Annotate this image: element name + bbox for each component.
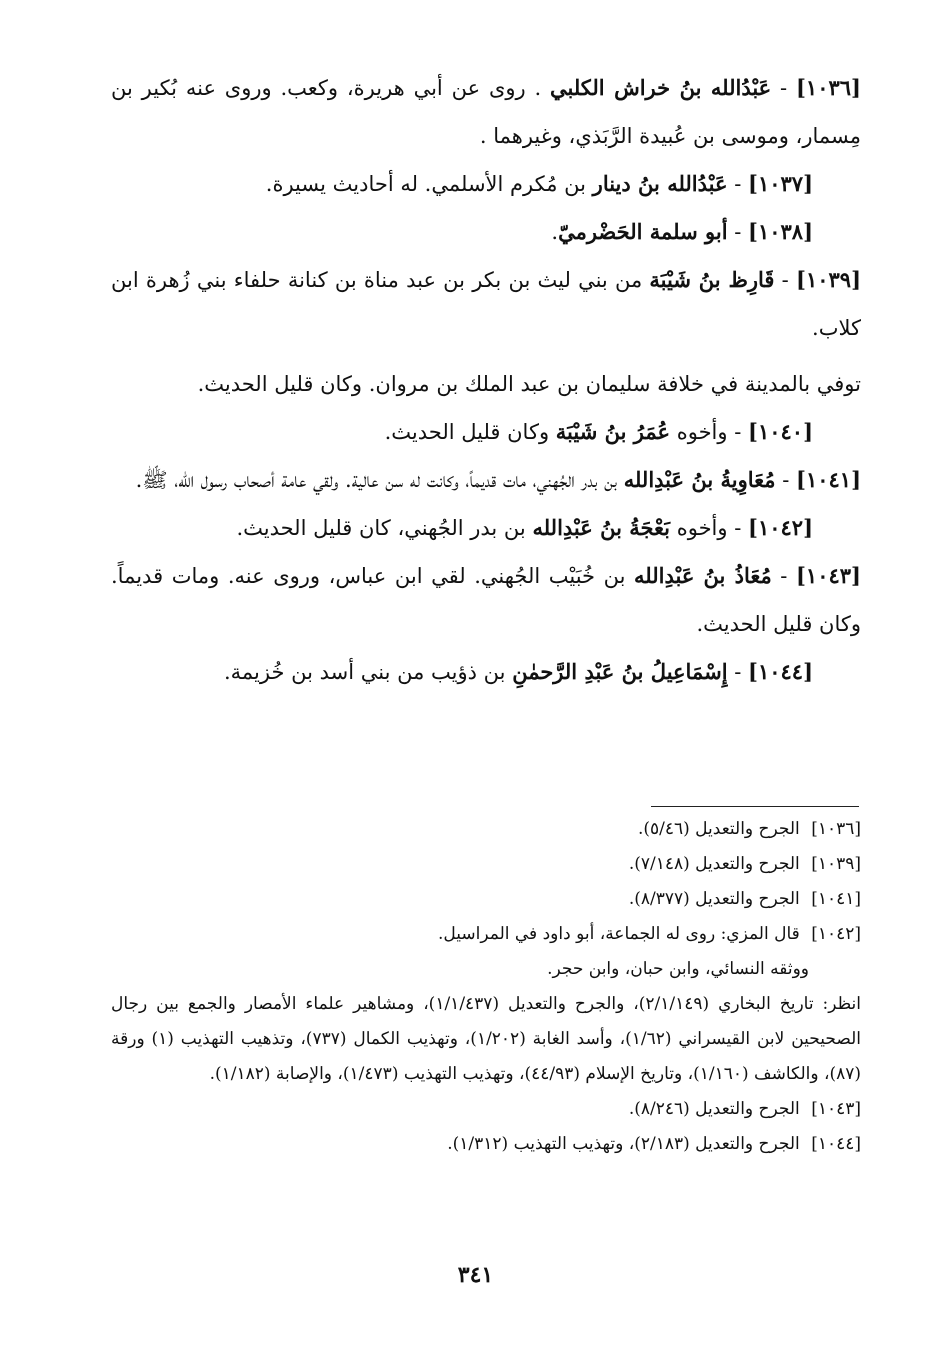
entry-text: . bbox=[551, 220, 559, 244]
entry-prefix: وأخوه bbox=[676, 420, 728, 444]
footnote-1044 bbox=[111, 1127, 861, 1162]
footnotes bbox=[111, 812, 861, 1162]
footnote-number: [١٠٣٩] bbox=[811, 854, 861, 874]
entry-name: عَبْدُالله بنُ دينار bbox=[592, 171, 728, 196]
footnote-text: الجرح والتعديل (٥/٤٦). bbox=[637, 819, 800, 839]
entry-name: بَعْجَةُ بنُ عَبْدِالله bbox=[532, 515, 671, 540]
entry-1037: [١٠٣٧] - عَبْدُالله بنُ دينار بن مُكرم الأسلمي. له أحاديث يسيرة. bbox=[265, 171, 813, 196]
footnote-1039 bbox=[111, 847, 861, 882]
footnote-number: [١٠٤٤] bbox=[811, 1134, 861, 1154]
entry-name: قَارِظ بنُ شَيْبَة bbox=[649, 267, 775, 292]
footnote-1042-continued bbox=[111, 952, 861, 987]
entry-name: مُعَاوِيةُ بنُ عَبْدِالله bbox=[623, 467, 776, 492]
entry-1038: [١٠٣٨] - أبو سلمة الحَضْرميّ. bbox=[551, 219, 813, 244]
entry-number: [١٠٤٢] bbox=[748, 515, 813, 540]
entry-1043: [١٠٤٣] - مُعَاذُ بنُ عَبْدِالله بن خُبَيْب الجُهني. لقي ابن عباس، وروى عنه. ومات قديماً. وكان قليل الحديث. bbox=[111, 563, 861, 636]
footnote-1043 bbox=[111, 1092, 861, 1127]
entry-text: بن بدر الجُهني، مات قديماً، وكانت له سن عالية. ولقي عامة أصحاب رسول الله، ﷺ. bbox=[135, 468, 618, 492]
entry-1044: [١٠٤٤] - إِسْمَاعِيلُ بنُ عَبْدِ الرَّحمٰنِ بن ذؤيب من بني أسد بن خُزيمة. bbox=[223, 659, 813, 684]
entry-number: [١٠٣٧] bbox=[748, 171, 813, 196]
entry-number: [١٠٣٩] bbox=[796, 267, 861, 292]
entry-1039: [١٠٣٩] - قَارِظ بنُ شَيْبَة من بني ليث بن بكر بن عبد مناة بن كنانة حلفاء بني زُهرة ابن كلاب. bbox=[111, 267, 861, 340]
entry-text: بن ذؤيب من بني أسد بن خُزيمة. bbox=[223, 660, 506, 684]
entry-1039-note-death bbox=[111, 360, 861, 408]
entry-number: [١٠٤١] bbox=[796, 467, 861, 492]
footnote-separator bbox=[651, 806, 859, 807]
entry-text: توفي بالمدينة في خلافة سليمان بن عبد الملك بن مروان. وكان قليل الحديث. bbox=[197, 372, 861, 396]
entry-1036: [١٠٣٦] - عَبْدُالله بنُ خراش الكلبي . روى عن أبي هريرة، وكعب. وروى عنه بُكير بن مِسمار، وموسى بن عُبيدة الرَّبَذي، وغيرهما . bbox=[111, 75, 861, 148]
footnote-text: الجرح والتعديل (٧/١٤٨). bbox=[628, 854, 800, 874]
footnote-text: ووثقه النسائي، وابن حبان، وابن حجر. bbox=[547, 959, 809, 979]
entry-prefix: وأخوه bbox=[676, 516, 728, 540]
footnote-number: [١٠٤٣] bbox=[811, 1099, 861, 1119]
footnote-1042 bbox=[111, 917, 861, 952]
entry-number: [١٠٣٦] bbox=[795, 75, 861, 100]
entry-text: بن خُبَيْب الجُهني. لقي ابن عباس، وروى عنه. ومات قديماً. وكان قليل الحديث. bbox=[111, 564, 861, 636]
footnote-1041 bbox=[111, 882, 861, 917]
entry-text: بن مُكرم الأسلمي. له أحاديث يسيرة. bbox=[265, 172, 586, 196]
entry-text: بن بدر الجُهني، كان قليل الحديث. bbox=[236, 516, 526, 540]
entry-number: [١٠٤٣] bbox=[795, 563, 861, 588]
entry-1040: [١٠٤٠] - وأخوه عُمَرُ بنُ شَيْبَة وكان قليل الحديث. bbox=[384, 419, 813, 444]
entry-text: من بني ليث بن بكر بن عبد مناة بن كنانة حلفاء بني زُهرة ابن كلاب. bbox=[111, 268, 861, 340]
footnote-text: الجرح والتعديل (٨/٢٤٦). bbox=[628, 1099, 800, 1119]
entry-number: [١٠٣٨] bbox=[748, 219, 813, 244]
footnote-text: انظر: تاريخ البخاري (٢/١/١٤٩)، والجرح والتعديل (١/١/٤٣٧)، ومشاهير علماء الأمصار والجمع بين رجال الصحيحين لابن القيسراني (١/٦٢)، وأسد الغابة (١/٢٠٢)، وتهذيب الكمال (٧٣٧)، وتذهيب التهذيب (١) ورقة (٨٧)، والكاشف (١/١٦٠)، وتاريخ الإسلام (٤٤/٩٣)، وتهذيب التهذيب (١/٤٧٣)، والإصابة (١/١٨٢). bbox=[111, 994, 862, 1084]
entry-name: أبو سلمة الحَضْرميّ bbox=[558, 219, 728, 244]
footnote-number: [١٠٤٢] bbox=[811, 924, 861, 944]
footnote-text: قال المزي: روى له الجماعة، أبو داود في المراسيل. bbox=[438, 924, 800, 944]
footnote-text: الجرح والتعديل (٨/٣٧٧). bbox=[628, 889, 800, 909]
footnote-1042-references bbox=[111, 987, 861, 1092]
entry-text: . روى عن أبي هريرة، وكعب. وروى عنه بُكير بن مِسمار، وموسى بن عُبيدة الرَّبَذي، وغيرهما . bbox=[111, 76, 861, 148]
main-text bbox=[111, 64, 861, 696]
page-number: ٣٤١ bbox=[457, 1262, 494, 1288]
entry-name: مُعَاذُ بنُ عَبْدِالله bbox=[634, 563, 772, 588]
footnote-text: الجرح والتعديل (٢/١٨٣)، وتهذيب التهذيب (١/٣١٢). bbox=[447, 1134, 800, 1154]
footnote-number: [١٠٤١] bbox=[811, 889, 861, 909]
entry-1041: [١٠٤١] - مُعَاوِيةُ بنُ عَبْدِالله بن بدر الجُهني، مات قديماً، وكانت له سن عالية. ولقي عامة أصحاب رسول الله، ﷺ. bbox=[135, 467, 861, 492]
entry-number: [١٠٤٤] bbox=[748, 659, 813, 684]
footnote-1036 bbox=[111, 812, 861, 847]
entry-name: عَبْدُالله بنُ خراش الكلبي bbox=[550, 75, 772, 100]
entry-1042: [١٠٤٢] - وأخوه بَعْجَةُ بنُ عَبْدِالله بن بدر الجُهني، كان قليل الحديث. bbox=[236, 515, 813, 540]
entry-number: [١٠٤٠] bbox=[748, 419, 813, 444]
entry-name: عُمَرُ بنُ شَيْبَة bbox=[555, 419, 671, 444]
entry-name: إِسْمَاعِيلُ بنُ عَبْدِ الرَّحمٰنِ bbox=[512, 659, 728, 684]
footnote-number: [١٠٣٦] bbox=[811, 819, 861, 839]
entry-text: وكان قليل الحديث. bbox=[384, 420, 550, 444]
